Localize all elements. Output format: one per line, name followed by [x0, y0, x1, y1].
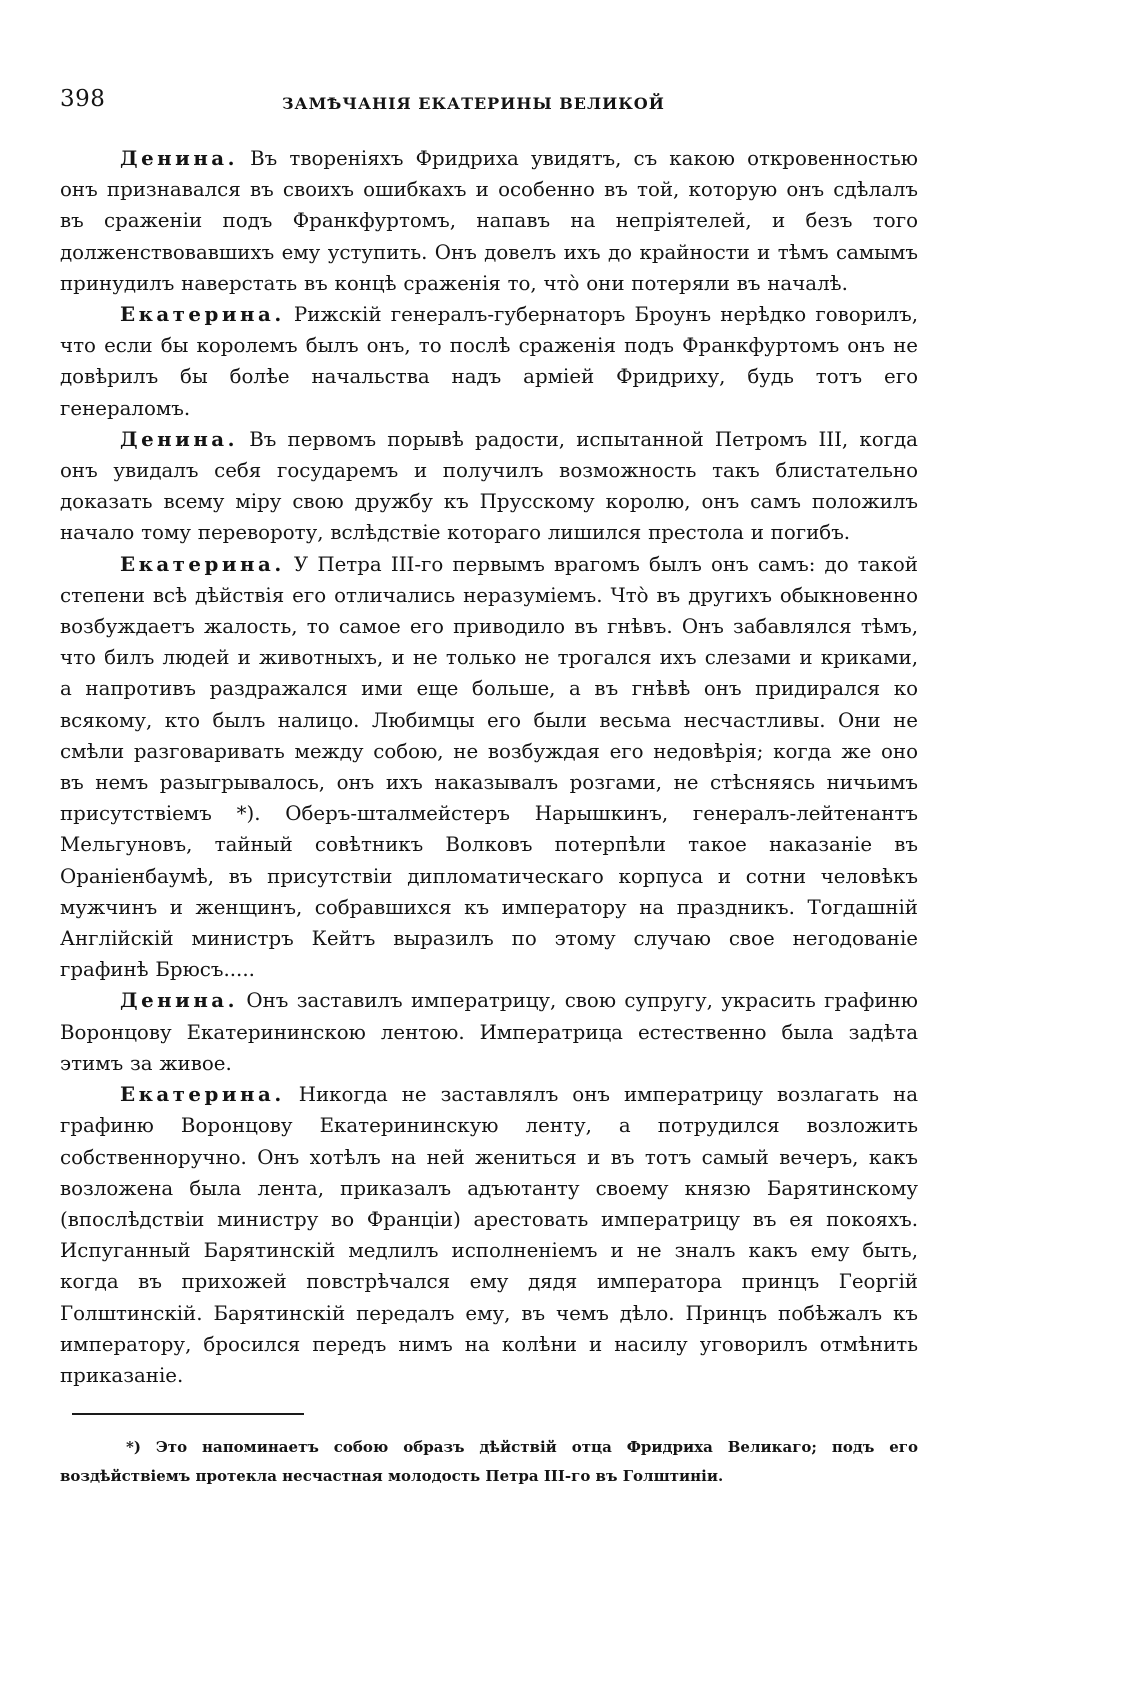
- paragraph-text: Никогда не заставлялъ онъ императрицу возлагать на графиню Воронцову Екатерининскую ленту, а потрудился возложить собственноручно. Онъ хотѣлъ на ней жениться и въ тотъ самый вечеръ, какъ возложена была лента, приказалъ адъютанту своему князю Барятинскому (впослѣдствіи министру во Франціи) арестовать императрицу въ ея покояхъ. Испуганный Барятинскій медлилъ исполненіемъ и не зналъ какъ ему быть, когда въ прихожей повстрѣчался ему дядя императора принцъ Георгій Голштинскій. Барятинскій передалъ ему, въ чемъ дѣло. Принцъ побѣжалъ къ императору, бросился передъ нимъ на колѣни и насилу уговорилъ отмѣнить приказаніе.: [60, 1083, 918, 1387]
- paragraph: [60, 143, 918, 299]
- footnote-divider: [72, 1413, 304, 1415]
- speaker-name: Денина.: [120, 988, 239, 1013]
- paragraph: [60, 299, 918, 424]
- speaker-name: Денина.: [120, 426, 239, 451]
- paragraph-text: У Петра III-го первымъ врагомъ былъ онъ самъ: до такой степени всѣ дѣйствія его отличались неразуміемъ. Что̀ въ другихъ обыкновенно возбуждаетъ жалость, то самое его приводило въ гнѣвъ. Онъ забавлялся тѣмъ, что билъ людей и животныхъ, и не только не трогался ихъ слезами и криками, а напротивъ раздражался ими еще больше, а въ гнѣвѣ онъ придирался ко всякому, кто былъ налицо. Любимцы его были весьма несчастливы. Они не смѣли разговаривать между собою, не возбуждая его недовѣрія; когда же оно въ немъ разыгрывалось, онъ ихъ наказывалъ розгами, не стѣсняясь ничьимъ присутствіемъ *). Оберъ-шталмейстеръ Нарышкинъ, генералъ-лейтенантъ Мельгуновъ, тайный совѣтникъ Волковъ потерпѣли такое наказаніе въ Ораніенбаумѣ, въ присутствіи дипломатическаго корпуса и сотни человѣкъ мужчинъ и женщинъ, собравшихся къ императору на праздникъ. Тогдашній Англійскій министръ Кейтъ выразилъ по этому случаю свое негодованіе графинѣ Брюсъ.....: [60, 552, 918, 982]
- speaker-name: Екатерина.: [120, 302, 285, 327]
- running-title: ЗАМѢЧАНІЯ ЕКАТЕРИНЫ ВЕЛИКОЙ: [282, 94, 665, 113]
- page-number: 398: [60, 86, 106, 112]
- paragraph: [60, 549, 918, 986]
- main-text: [60, 143, 918, 1391]
- speaker-name: Екатерина.: [120, 1082, 285, 1107]
- speaker-name: Екатерина.: [120, 551, 285, 576]
- footnote: *) Это напоминаетъ собою образъ дѣйствій отца Фридриха Великаго; подъ его воздѣйствіемъ протекла несчастная молодость Петра III-го въ Голштиніи.: [60, 1438, 918, 1485]
- paragraph-text: Въ первомъ порывѣ радости, испытанной Петромъ III, когда онъ увидалъ себя государемъ и получилъ возможность такъ блистательно доказать всему міру свою дружбу къ Прусскому королю, онъ самъ положилъ начало тому перевороту, вслѣдствіе котораго лишился престола и погибъ.: [60, 427, 918, 545]
- paragraph-text: Онъ заставилъ императрицу, свою супругу, украсить графиню Воронцову Екатерининскою лентою. Императрица естественно была задѣта этимъ за живое.: [60, 989, 918, 1075]
- paragraph-text: Рижскій генералъ-губернаторъ Броунъ нерѣдко говорилъ, что если бы королемъ былъ онъ, то послѣ сраженія подъ Франкфуртомъ онъ не довѣрилъ бы болѣе начальства надъ арміей Фридриху, будь тотъ его генераломъ.: [60, 303, 918, 420]
- paragraph: [60, 424, 918, 549]
- speaker-name: Денина.: [120, 146, 239, 170]
- paragraph: [60, 1079, 918, 1391]
- paragraph: [60, 985, 918, 1079]
- page-header: [60, 86, 920, 118]
- paragraph-text: Въ твореніяхъ Фридриха увидятъ, съ какою откровенностью онъ признавался въ своихъ ошибкахъ и особенно въ той, которую онъ сдѣлалъ въ сраженіи подъ Франкфуртомъ, напавъ на непріятелей, и безъ того долженствовавшихъ ему уступить. Онъ довелъ ихъ до крайности и тѣмъ самымъ принудилъ наверстать въ концѣ сраженія то, что̀ они потеряли въ началѣ.: [60, 147, 918, 295]
